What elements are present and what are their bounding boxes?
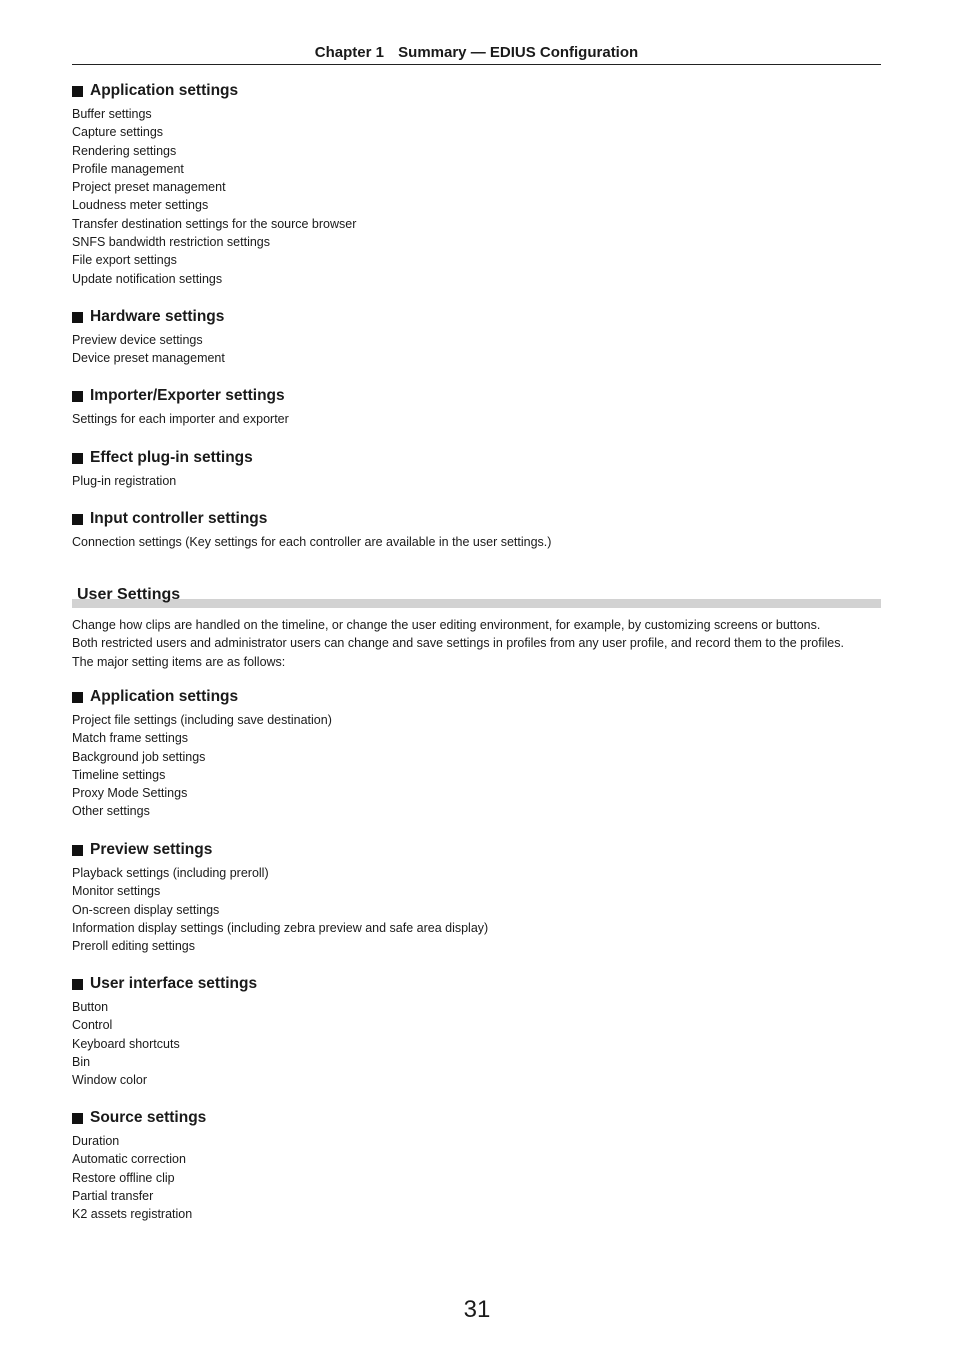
section-hardware-settings	[72, 307, 882, 368]
item-list	[72, 331, 882, 368]
list-item: Connection settings (Key settings for each controller are available in the user settings.)	[72, 535, 552, 549]
list-item: Project preset management	[72, 180, 226, 195]
item-list	[72, 472, 882, 490]
item-list	[72, 711, 882, 821]
list-item: Partial transfer	[72, 1188, 154, 1203]
item-list	[72, 410, 882, 428]
list-item: Monitor settings	[72, 884, 161, 899]
section-heading	[72, 840, 882, 860]
list-item: SNFS bandwidth restriction settings	[72, 235, 271, 250]
user-settings-intro	[72, 616, 892, 671]
square-bullet-icon	[72, 514, 83, 525]
list-item: File export settings	[72, 253, 177, 268]
section-source-settings	[72, 1108, 882, 1223]
list-item: Transfer destination settings for the source browser	[72, 216, 357, 231]
user-settings-title: User Settings	[77, 586, 181, 603]
list-item: Loudness meter settings	[72, 198, 209, 213]
square-bullet-icon	[72, 979, 83, 990]
list-item: Control	[72, 1018, 113, 1033]
list-item: Project file settings (including save destination)	[72, 713, 332, 727]
list-item: Match frame settings	[72, 731, 189, 746]
user-settings-heading	[72, 585, 881, 605]
section-heading	[72, 687, 882, 707]
section-preview-settings	[72, 840, 882, 955]
list-item: Duration	[72, 1134, 120, 1148]
list-item: Buffer settings	[72, 107, 152, 121]
list-item: Profile management	[72, 161, 184, 176]
square-bullet-icon	[72, 312, 83, 323]
chapter-label: Chapter 1	[314, 44, 384, 61]
page-header	[72, 44, 881, 65]
list-item: Restore offline clip	[72, 1170, 175, 1185]
list-item: Keyboard shortcuts	[72, 1036, 180, 1051]
section-application-settings	[72, 81, 882, 288]
item-list	[72, 105, 882, 288]
section-heading-text: Importer/Exporter settings	[90, 387, 285, 404]
section-effect-plugin-settings	[72, 448, 882, 490]
intro-line: The major setting items are as follows:	[72, 654, 286, 669]
item-list	[72, 864, 882, 955]
list-item: Preroll editing settings	[72, 939, 195, 954]
section-heading	[72, 307, 882, 327]
square-bullet-icon	[72, 845, 83, 856]
section-user-application-settings	[72, 687, 882, 821]
list-item: Playback settings (including preroll)	[72, 866, 269, 880]
square-bullet-icon	[72, 391, 83, 402]
square-bullet-icon	[72, 692, 83, 703]
list-item: Device preset management	[72, 351, 225, 366]
list-item: Plug-in registration	[72, 474, 177, 488]
list-item: Proxy Mode Settings	[72, 786, 188, 801]
square-bullet-icon	[72, 453, 83, 464]
section-heading	[72, 81, 882, 101]
section-heading-text: Input controller settings	[90, 510, 268, 527]
section-heading-text: User interface settings	[90, 975, 258, 992]
list-item: Automatic correction	[72, 1152, 186, 1167]
section-heading	[72, 386, 882, 406]
section-heading	[72, 509, 882, 529]
item-list	[72, 533, 882, 551]
section-user-interface-settings	[72, 974, 882, 1089]
list-item: Button	[72, 1000, 109, 1014]
section-heading-text: Application settings	[90, 82, 239, 99]
section-input-controller-settings	[72, 509, 882, 551]
list-item: Background job settings	[72, 749, 206, 764]
page-number: 31	[463, 1296, 491, 1323]
chapter-title: Summary — EDIUS Configuration	[398, 44, 639, 61]
intro-line: Both restricted users and administrator users can change and save settings in profiles from any user profile, and record them to the profiles.	[72, 636, 844, 651]
item-list	[72, 1132, 882, 1223]
list-item: Window color	[72, 1073, 148, 1088]
list-item: Timeline settings	[72, 767, 166, 782]
section-importer-exporter-settings	[72, 386, 882, 428]
item-list	[72, 998, 882, 1089]
square-bullet-icon	[72, 86, 83, 97]
list-item: Bin	[72, 1054, 91, 1069]
list-item: K2 assets registration	[72, 1207, 193, 1222]
section-heading	[72, 1108, 882, 1128]
list-item: Preview device settings	[72, 333, 203, 347]
list-item: Settings for each importer and exporter	[72, 412, 289, 426]
section-heading-text: Preview settings	[90, 841, 213, 858]
list-item: Update notification settings	[72, 271, 223, 286]
section-heading-text: Source settings	[90, 1109, 207, 1126]
section-heading-text: Hardware settings	[90, 308, 225, 325]
list-item: Capture settings	[72, 125, 164, 140]
intro-line: Change how clips are handled on the timeline, or change the user editing environment, for example, by customizing screens or buttons.	[72, 618, 821, 632]
list-item: Other settings	[72, 804, 150, 819]
square-bullet-icon	[72, 1113, 83, 1124]
section-heading	[72, 974, 882, 994]
section-heading-text: Application settings	[90, 688, 239, 705]
list-item: Rendering settings	[72, 143, 177, 158]
section-heading	[72, 448, 882, 468]
section-heading-text: Effect plug-in settings	[90, 449, 253, 466]
list-item: On-screen display settings	[72, 902, 220, 917]
list-item: Information display settings (including zebra preview and safe area display)	[72, 920, 489, 935]
